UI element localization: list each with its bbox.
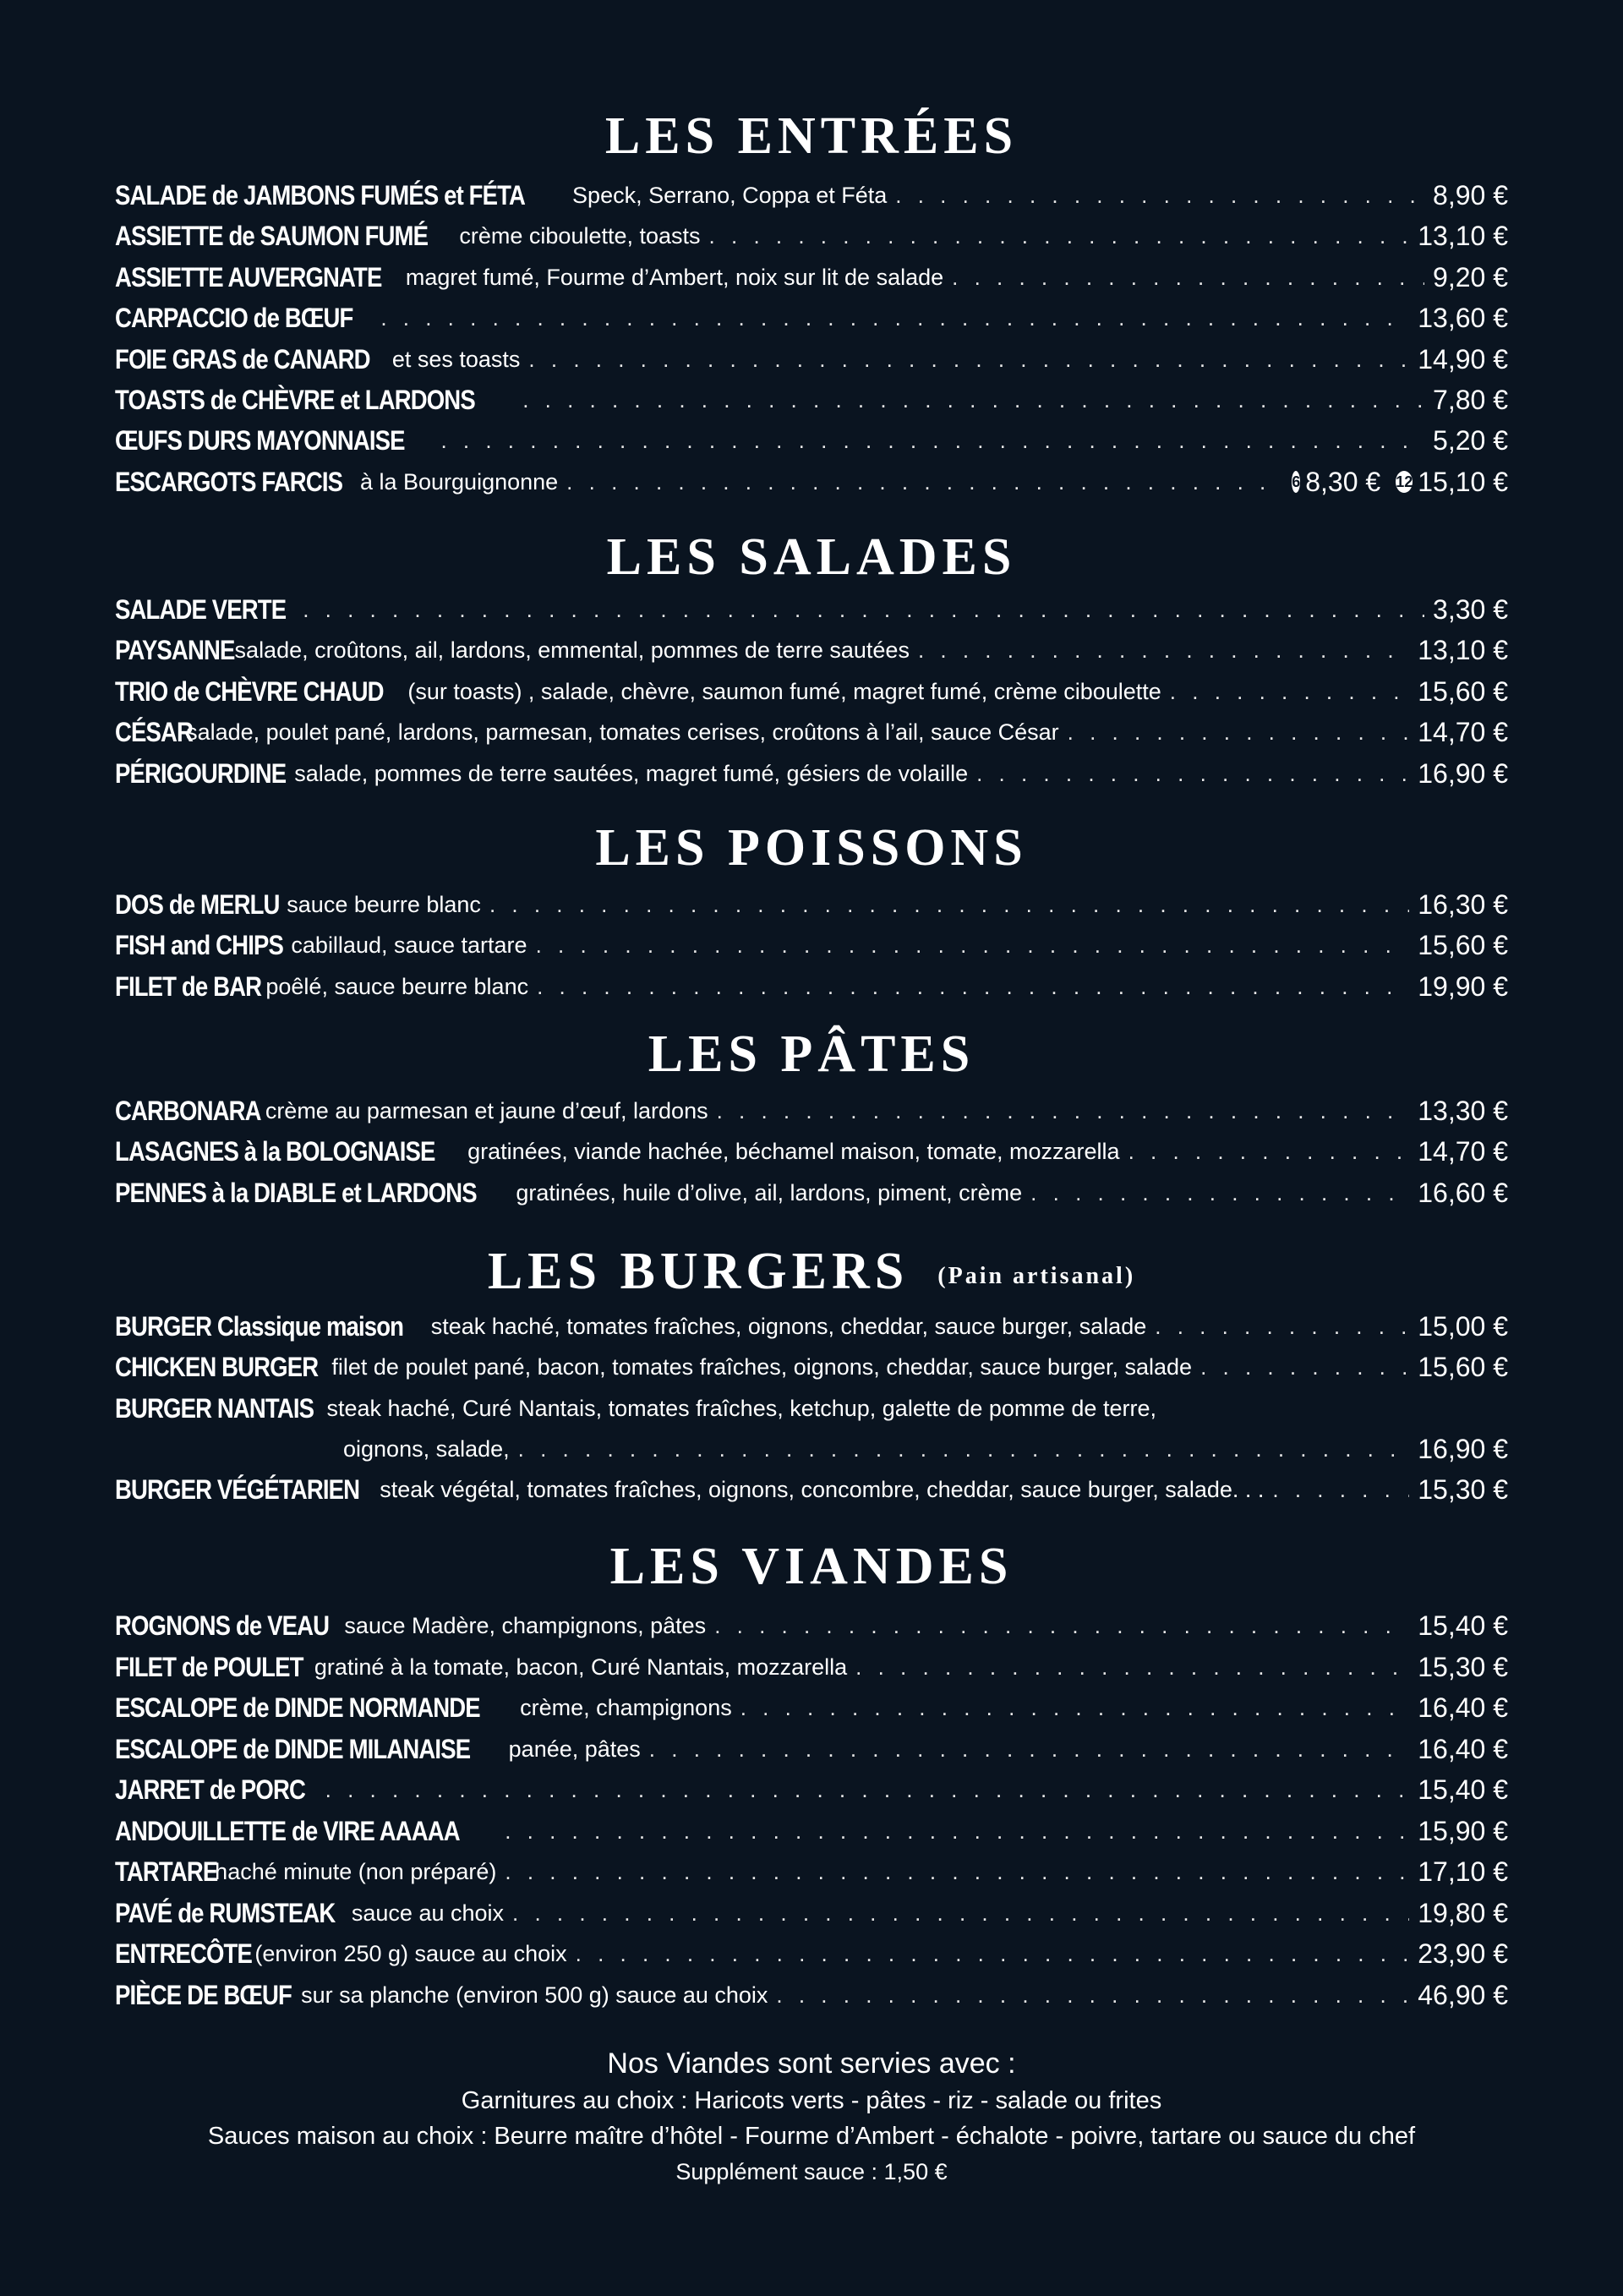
item-name: ESCALOPE de DINDE MILANAISE <box>115 1733 471 1764</box>
portion-badge-12: 12 <box>1396 471 1413 493</box>
dot-leader <box>576 1941 1410 1966</box>
dot-leader <box>528 347 1409 372</box>
item-price: 15,40 € <box>1418 1610 1508 1641</box>
dot-leader <box>489 892 1409 917</box>
item-name: BURGER VÉGÉTARIEN <box>115 1473 360 1505</box>
section-title-viandes: LES VIANDES <box>609 1538 1014 1595</box>
item-description: steak haché, tomates fraîches, oignons, cheddar, sauce burger, salade <box>430 1313 1147 1339</box>
item-description: salade, poulet pané, lardons, parmesan, tomates cerises, croûtons à l’ail, sauce César <box>186 719 1059 745</box>
item-description: sauce beurre blanc <box>287 891 481 917</box>
item-name: ANDOUILLETTE de VIRE AAAAA <box>115 1815 460 1846</box>
item-description: (sur toasts) , salade, chèvre, saumon fumé, magret fumé, crème ciboulette <box>407 678 1161 704</box>
menu-item <box>115 1729 1508 1769</box>
dot-leader <box>740 1695 1410 1720</box>
item-name: ASSIETTE de SAUMON FUMÉ <box>115 220 429 251</box>
dot-leader <box>776 1982 1409 2008</box>
item-name: ESCALOPE de DINDE NORMANDE <box>115 1692 480 1723</box>
item-name: PAYSANNE <box>115 634 235 665</box>
item-price: 16,40 € <box>1418 1733 1508 1764</box>
menu-item <box>115 175 1508 216</box>
dot-leader <box>649 1736 1409 1762</box>
menu-item <box>115 1851 1508 1892</box>
item-description: cabillaud, sauce tartare <box>291 932 527 958</box>
item-price: 17,10 € <box>1418 1856 1508 1887</box>
dot-leader <box>537 974 1409 999</box>
footer-supplement: Supplément sauce : 1,50 € <box>675 2159 948 2184</box>
dot-leader <box>505 1859 1409 1884</box>
item-price: 7,80 € <box>1433 384 1508 415</box>
item-description: filet de poulet pané, bacon, tomates fraîches, oignons, cheddar, sauce burger, salade <box>331 1353 1193 1380</box>
item-price: 14,70 € <box>1418 716 1508 747</box>
dot-leader <box>709 223 1410 249</box>
menu-item <box>115 630 1508 670</box>
item-price: 15,30 € <box>1418 1651 1508 1682</box>
dot-leader <box>1170 679 1409 704</box>
menu-item <box>115 1975 1508 2015</box>
item-name: FISH and CHIPS <box>115 929 283 960</box>
dot-leader <box>566 469 1268 495</box>
item-price: 23,90 € <box>1418 1938 1508 1969</box>
menu-item <box>115 462 1508 502</box>
footer-heading: Nos Viandes sont servies avec : <box>607 2047 1016 2080</box>
dot-leader <box>518 1436 1410 1462</box>
item-price: 15,90 € <box>1418 1815 1508 1846</box>
item-description: steak végétal, tomates fraîches, oignons, concombre, cheddar, sauce burger, salade. . . <box>380 1476 1265 1502</box>
menu-item <box>115 257 1508 298</box>
item-name: PIÈCE DE BŒUF <box>115 1979 292 2010</box>
dot-leader <box>325 1777 1410 1802</box>
menu-item <box>115 753 1508 794</box>
item-name: SALADE de JAMBONS FUMÉS et FÉTA <box>115 179 526 210</box>
menu-item <box>115 1647 1508 1687</box>
item-price: 16,90 € <box>1418 757 1508 789</box>
dot-leader <box>1128 1139 1410 1164</box>
menu-item <box>115 589 1508 630</box>
footer-garnitures: Garnitures au choix : Haricots verts - pâtes - riz - salade ou frites <box>461 2087 1162 2114</box>
section-title-salades: LES SALADES <box>606 528 1017 586</box>
dot-leader <box>895 183 1424 208</box>
dot-leader <box>536 932 1410 958</box>
item-name: FILET de BAR <box>115 970 262 1002</box>
item-price: 15,00 € <box>1418 1310 1508 1342</box>
dot-leader <box>1200 1354 1409 1380</box>
menu-item <box>115 1306 1508 1347</box>
item-price: 15,60 € <box>1418 1351 1508 1382</box>
item-price: 15,60 € <box>1418 675 1508 707</box>
menu-item <box>115 925 1508 965</box>
item-description: sauce Madère, champignons, pâtes <box>344 1612 707 1638</box>
item-description: sauce au choix <box>351 1900 505 1926</box>
item-price: 13,60 € <box>1418 302 1508 333</box>
item-price: 14,70 € <box>1418 1135 1508 1167</box>
item-price: 19,80 € <box>1418 1897 1508 1928</box>
dot-leader <box>976 761 1409 786</box>
section-title-entrees: LES ENTRÉES <box>604 107 1019 165</box>
item-name: JARRET de PORC <box>115 1774 305 1805</box>
menu-item <box>115 420 1508 461</box>
menu-item <box>115 1605 1508 1646</box>
menu-item <box>115 1893 1508 1933</box>
dot-leader <box>522 387 1424 413</box>
menu-item <box>115 380 1508 420</box>
item-description: crème, champignons <box>520 1694 732 1720</box>
menu-item <box>115 1687 1508 1728</box>
item-name: LASAGNES à la BOLOGNAISE <box>115 1135 435 1167</box>
item-price: 46,90 € <box>1418 1979 1508 2010</box>
item-name: TARTARE <box>115 1856 218 1887</box>
item-name: DOS de MERLU <box>115 888 280 920</box>
section-title-poissons: LES POISSONS <box>595 819 1028 877</box>
section-title-burgers <box>0 1242 1623 1306</box>
item-description: gratinées, huile d’olive, ail, lardons, piment, crème <box>516 1179 1023 1205</box>
item-description: steak haché, Curé Nantais, tomates fraîches, ketchup, galette de pomme de terre, <box>326 1395 1156 1421</box>
item-price: 15,60 € <box>1418 929 1508 960</box>
item-price: 16,30 € <box>1418 888 1508 920</box>
menu-item <box>115 216 1508 256</box>
item-description: magret fumé, Fourme d’Ambert, noix sur lit de salade <box>405 264 944 290</box>
item-description: salade, pommes de terre sautées, magret fumé, gésiers de volaille <box>294 760 969 786</box>
menu-item <box>115 1769 1508 1810</box>
item-price: 9,20 € <box>1433 261 1508 292</box>
section-title-pates: LES PÂTES <box>648 1025 975 1083</box>
dot-leader <box>855 1654 1409 1680</box>
menu-item <box>115 884 1508 925</box>
menu-item <box>115 712 1508 752</box>
item-description: haché minute (non préparé) <box>215 1858 497 1884</box>
menu-item <box>115 298 1508 338</box>
item-name: FOIE GRAS de CANARD <box>115 343 370 374</box>
item-name: ŒUFS DURS MAYONNAISE <box>115 424 405 456</box>
dot-leader <box>303 597 1424 622</box>
dot-leader <box>952 265 1424 290</box>
menu-item <box>115 1933 1508 1974</box>
item-description: crème ciboulette, toasts <box>459 222 701 249</box>
dot-leader <box>1068 719 1410 745</box>
menu-item <box>115 1388 1508 1429</box>
menu-item <box>115 1173 1508 1213</box>
dot-leader <box>1155 1314 1409 1339</box>
item-name: CARPACCIO de BŒUF <box>115 302 353 333</box>
item-name: ASSIETTE AUVERGNATE <box>115 261 382 292</box>
portion-badge-6: 6 <box>1292 471 1300 493</box>
dot-leader <box>918 637 1409 663</box>
item-price: 13,10 € <box>1418 634 1508 665</box>
item-name: FILET de POULET <box>115 1651 303 1682</box>
item-description-continued: oignons, salade, <box>343 1435 510 1462</box>
item-price: 8,90 € <box>1433 179 1508 210</box>
item-name: ESCARGOTS FARCIS <box>115 466 343 497</box>
item-name: BURGER NANTAIS <box>115 1392 314 1424</box>
item-price: 8,30 € <box>1305 466 1381 497</box>
item-description: poêlé, sauce beurre blanc <box>265 973 529 999</box>
item-price: 13,10 € <box>1418 220 1508 251</box>
dot-leader <box>440 428 1424 453</box>
item-name: ROGNONS de VEAU <box>115 1610 330 1641</box>
dot-leader <box>717 1098 1410 1123</box>
item-description: gratinées, viande hachée, béchamel maison, tomate, mozzarella <box>467 1138 1120 1164</box>
item-description: sur sa planche (environ 500 g) sauce au choix <box>301 1982 768 2008</box>
item-name: BURGER Classique maison <box>115 1310 404 1342</box>
menu-item <box>115 1091 1508 1131</box>
item-price: 16,40 € <box>1418 1692 1508 1723</box>
item-name: PAVÉ de RUMSTEAK <box>115 1897 336 1928</box>
menu-item <box>115 339 1508 380</box>
dot-leader <box>512 1900 1409 1926</box>
menu-item <box>115 1811 1508 1851</box>
item-price-12: 15,10 € <box>1418 466 1508 497</box>
menu-item <box>115 1469 1508 1510</box>
section-title-burgers-text: LES BURGERS <box>487 1243 910 1300</box>
item-price: 5,20 € <box>1433 424 1508 456</box>
section-subtitle-burgers: (Pain artisanal) <box>937 1262 1136 1289</box>
menu-item <box>115 966 1508 1007</box>
item-description: salade, croûtons, ail, lardons, emmental, pommes de terre sautées <box>234 637 910 663</box>
dot-leader <box>1030 1180 1409 1205</box>
item-name: PENNES à la DIABLE et LARDONS <box>115 1177 477 1208</box>
item-name: PÉRIGOURDINE <box>115 757 287 789</box>
item-price: 15,30 € <box>1418 1473 1508 1505</box>
menu-item-continuation <box>343 1429 1508 1469</box>
item-description: crème au parmesan et jaune d’œuf, lardons <box>265 1097 708 1123</box>
item-name: CHICKEN BURGER <box>115 1351 319 1382</box>
item-description: Speck, Serrano, Coppa et Féta <box>572 182 888 208</box>
dot-leader <box>380 305 1409 331</box>
item-description: (environ 250 g) sauce au choix <box>254 1940 567 1966</box>
item-price: 13,30 € <box>1418 1095 1508 1126</box>
item-price: 15,40 € <box>1418 1774 1508 1805</box>
item-name: CARBONARA <box>115 1095 261 1126</box>
item-description: et ses toasts <box>391 346 521 372</box>
item-price: 16,60 € <box>1418 1177 1508 1208</box>
item-description: gratiné à la tomate, bacon, Curé Nantais, mozzarella <box>314 1654 848 1680</box>
footer-sauces: Sauces maison au choix : Beurre maître d’hôtel - Fourme d’Ambert - échalote - poivre, tartare ou sauce du chef <box>207 2123 1416 2150</box>
item-price: 19,90 € <box>1418 970 1508 1002</box>
item-price: 14,90 € <box>1418 343 1508 374</box>
menu-item <box>115 1347 1508 1387</box>
item-name: SALADE VERTE <box>115 593 287 625</box>
dot-leader <box>714 1613 1409 1638</box>
item-name: CÉSAR <box>115 716 194 747</box>
item-name: TOASTS de CHÈVRE et LARDONS <box>115 384 475 415</box>
menu-item <box>115 1131 1508 1172</box>
item-name: TRIO de CHÈVRE CHAUD <box>115 675 384 707</box>
item-description: à la Bourguignonne <box>359 468 559 495</box>
item-name: ENTRECÔTE <box>115 1938 252 1969</box>
dot-leader <box>1272 1477 1409 1502</box>
dot-leader <box>505 1818 1409 1844</box>
item-description: panée, pâtes <box>508 1736 641 1762</box>
menu-item <box>115 671 1508 712</box>
item-price: 3,30 € <box>1433 593 1508 625</box>
item-price: 16,90 € <box>1418 1433 1508 1464</box>
